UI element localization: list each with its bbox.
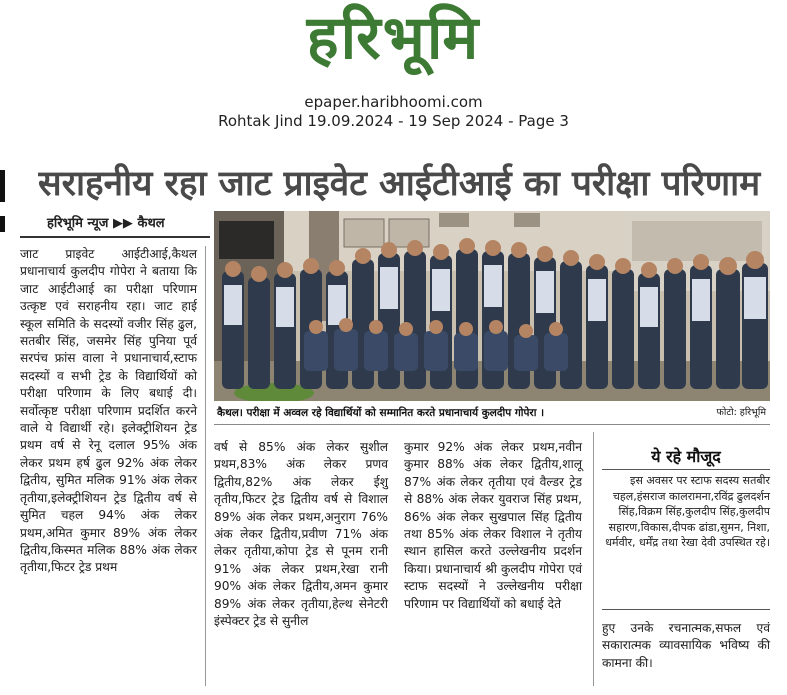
article-headline: सराहनीय रहा जाट प्राइवेट आईटीआई का परीक्षा परिणाम (38, 164, 761, 204)
column-divider (205, 246, 206, 686)
haribhoomi-logo: हरिभूमि (306, 3, 481, 73)
sidebar-rule (602, 609, 770, 610)
article-column-3 (404, 439, 582, 613)
column-divider (593, 432, 594, 686)
column-2-text: वर्ष से 85% अंक लेकर सुशील प्रथम,83% अंक लेकर प्रणव द्वितीय,82% अंक लेकर ईशु तृतीय,फिटर ट्रेड द्वितीय वर्ष से विशाल 89% अंक लेकर प्रथम,अनुराग 76% अंक लेकर द्वितीय,प्रवीण 71% अंक लेकर तृतीया,कोपा ट्रेड से पूनम रानी 91% अंक लेकर प्रथम,रेखा रानी 90% अंक लेकर द्वितीय,अमन कुमार 89% अंक लेकर तृतीया,हेल्थ सेनेटरी इंस्पेक्टर ट्रेड से सुनील (214, 440, 388, 629)
edition-date-line: Rohtak Jind 19.09.2024 - 19 Sep 2024 - Page 3 (218, 112, 569, 130)
group-photo-illustration (214, 211, 770, 401)
adjacent-column-fragment (0, 170, 5, 202)
byline-text: हरिभूमि न्यूज ▶▶ कैथल (47, 216, 165, 231)
column-1-text: जाट प्राइवेट आईटीआई,कैथल प्रधानाचार्य कुलदीप गोपेरा ने बताया कि जाट आईटीआई का परीक्षा परिणाम उत्कृष्ट एवं सराहनीय रहा। जाट हाई स्कूल समिति के सदस्यों वजीर सिंह ढुल, सतबीर सिंह, जसमेर सिंह पुनिया पूर्व सरपंच फ्रांस वाला ने प्रधानाचार्य,स्टाफ सदस्यों व सभी ट्रेड के विद्यार्थियों को परीक्षा परिणाम के लिए बधाई दी। सर्वोत्कृष्ट परीक्षा परिणाम प्रदर्शित करने वाले ये विद्यार्थी रहे। इलेक्ट्रीशियन ट्रेड प्रथम वर्ष से रेनू दलाल 95% अंक लेकर प्रथम हर्ष ढुल 92% अंक लेकर द्वितीय, सुमित मलिक 91% अंक लेकर तृतीया,इलेक्ट्रीशियन ट्रेड द्वितीय वर्ष से सुमित चहल 94% अंक लेकर प्रथम,अमित कुमार 89% अंक लेकर द्वितीय,किस्मत मलिक 88% अंक लेकर तृतीया,फिटर ट्रेड प्रथम (20, 247, 197, 575)
sidebar-rule (602, 469, 770, 470)
photo-credit: फोटो: हरिभूमि (716, 407, 766, 418)
article-column-1 (20, 246, 197, 577)
photo-caption: कैथल। परीक्षा में अव्वल रहे विद्यार्थियों को सम्मानित करते प्रधानाचार्य कुलदीप गोपेरा । (217, 407, 545, 419)
photo-caption-bar (214, 402, 770, 425)
sidebar-attendees: इस अवसर पर स्टाफ सदस्य सतबीर चहल,हंसराज कालरामना,रविंद्र ढुलदर्शन सिंह,विक्रम सिंह,कुलदीप सिंह,कुलदीप सहारण,विकास,दीपक ढांडा,सुमन, निशा, धर्मवीर, धर्मेंद्र तथा रेखा देवी उपस्थित रहे। (605, 474, 770, 549)
masthead (0, 0, 787, 135)
article-byline (20, 212, 210, 238)
epaper-url[interactable]: epaper.haribhoomi.com (304, 93, 483, 111)
article-column-4 (602, 620, 770, 672)
adjacent-column-fragment (0, 216, 5, 232)
column-3-text: कुमार 92% अंक लेकर प्रथम,नवीन कुमार 88% अंक लेकर द्वितीय,शालू 87% अंक लेकर तृतीया एवं वैल्डर ट्रेड से 88% अंक लेकर युवराज सिंह प्रथम, 86% अंक लेकर सुखपाल सिंह द्वितीय तथा 85% अंक लेकर विशाल ने तृतीय स्थान हासिल करते उल्लेखनीय प्रदर्शन किया। प्रधानाचार्य श्री कुलदीप गोपेरा एवं स्टाफ सदस्यों ने उल्लेखनीय परीक्षा परिणाम पर विद्यार्थियों को बधाई देते (404, 440, 582, 611)
article-photo (214, 211, 770, 401)
column-4-text: हुए उनके रचनात्मक,सफल एवं सकारात्मक व्यावसायिक भविष्य की कामना की। (602, 621, 770, 670)
sidebar-heading: ये रहे मौजूद (651, 447, 721, 466)
article-column-2 (214, 439, 388, 630)
